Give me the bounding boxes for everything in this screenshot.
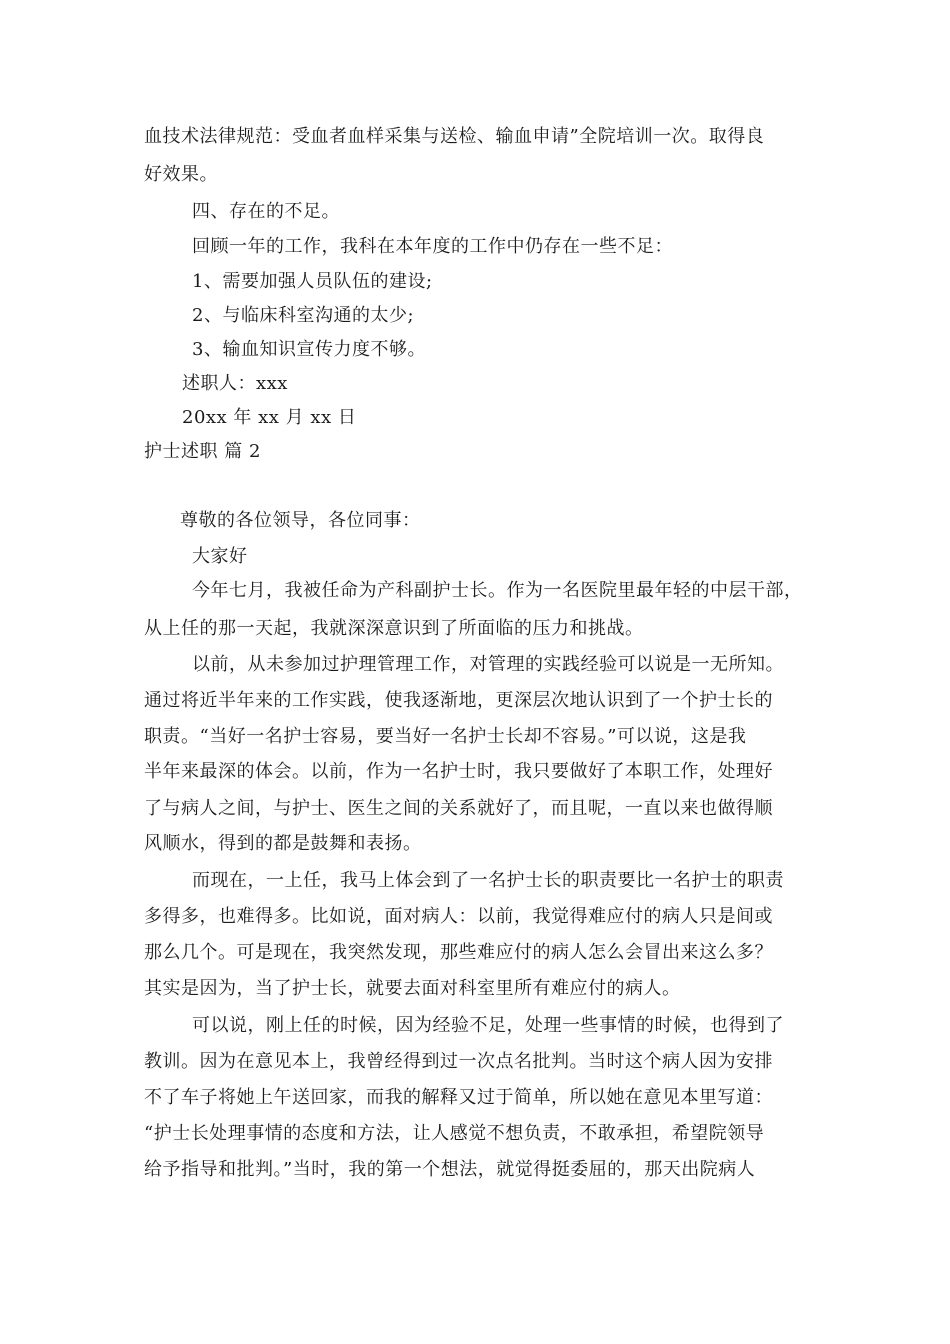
paragraph-line: 通过将近半年来的工作实践，使我逐渐地，更深层次地认识到了一个护士长的 <box>144 690 773 711</box>
paragraph-line: 职责。“当好一名护士容易，要当好一名护士长却不容易。”可以说，这是我 <box>144 726 747 747</box>
list-item: 2、与临床科室沟通的太少; <box>192 305 415 326</box>
paragraph-line: 风顺水，得到的都是鼓舞和表扬。 <box>144 833 422 854</box>
paragraph-line: 而现在，一上任，我马上体会到了一名护士长的职责要比一名护士的职责 <box>192 870 784 891</box>
paragraph-line: 回顾一年的工作，我科在本年度的工作中仍存在一些不足： <box>192 236 673 257</box>
list-item: 3、输血知识宣传力度不够。 <box>192 339 426 360</box>
paragraph-line: 教训。因为在意见本上，我曾经得到过一次点名批判。当时这个病人因为安排 <box>144 1051 773 1072</box>
salutation: 尊敬的各位领导，各位同事： <box>180 510 421 531</box>
paragraph-line: 了与病人之间，与护士、医生之间的关系就好了，而且呢，一直以来也做得顺 <box>144 798 773 819</box>
signature-line: 述职人：xxx <box>182 373 288 394</box>
paragraph-line: 那么几个。可是现在，我突然发现，那些难应付的病人怎么会冒出来这么多？ <box>144 942 773 963</box>
paragraph-line: 给予指导和批判。”当时，我的第一个想法，就觉得挺委屈的，那天出院病人 <box>144 1159 756 1180</box>
paragraph-line: 半年来最深的体会。以前，作为一名护士时，我只要做好了本职工作，处理好 <box>144 761 773 782</box>
paragraph-line: 可以说，刚上任的时候，因为经验不足，处理一些事情的时候，也得到了 <box>192 1015 784 1036</box>
paragraph-line: 以前，从未参加过护理管理工作，对管理的实践经验可以说是一无所知。 <box>192 654 784 675</box>
paragraph-line: 好效果。 <box>144 164 218 185</box>
article-title: 护士述职 篇 2 <box>144 441 261 462</box>
section-heading: 四、存在的不足。 <box>192 201 340 222</box>
date-line: 20xx 年 xx 月 xx 日 <box>182 407 357 428</box>
paragraph-line: 不了车子将她上午送回家，而我的解释又过于简单，所以她在意见本里写道： <box>144 1087 773 1108</box>
paragraph-line: 今年七月，我被任命为产科副护士长。作为一名医院里最年轻的中层干部， <box>192 580 803 601</box>
paragraph-line: 从上任的那一天起，我就深深意识到了所面临的压力和挑战。 <box>144 618 644 639</box>
paragraph-line: 多得多，也难得多。比如说，面对病人：以前，我觉得难应付的病人只是间或 <box>144 906 773 927</box>
paragraph-line: 其实是因为，当了护士长，就要去面对科室里所有难应付的病人。 <box>144 978 681 999</box>
list-item: 1、需要加强人员队伍的建设; <box>192 271 433 292</box>
paragraph-line: 血技术法律规范：受血者血样采集与送检、输血申请”全院培训一次。取得良 <box>144 126 765 147</box>
paragraph-line: “护士长处理事情的态度和方法，让人感觉不想负责，不敢承担，希望院领导 <box>144 1123 765 1144</box>
greeting: 大家好 <box>192 546 248 567</box>
